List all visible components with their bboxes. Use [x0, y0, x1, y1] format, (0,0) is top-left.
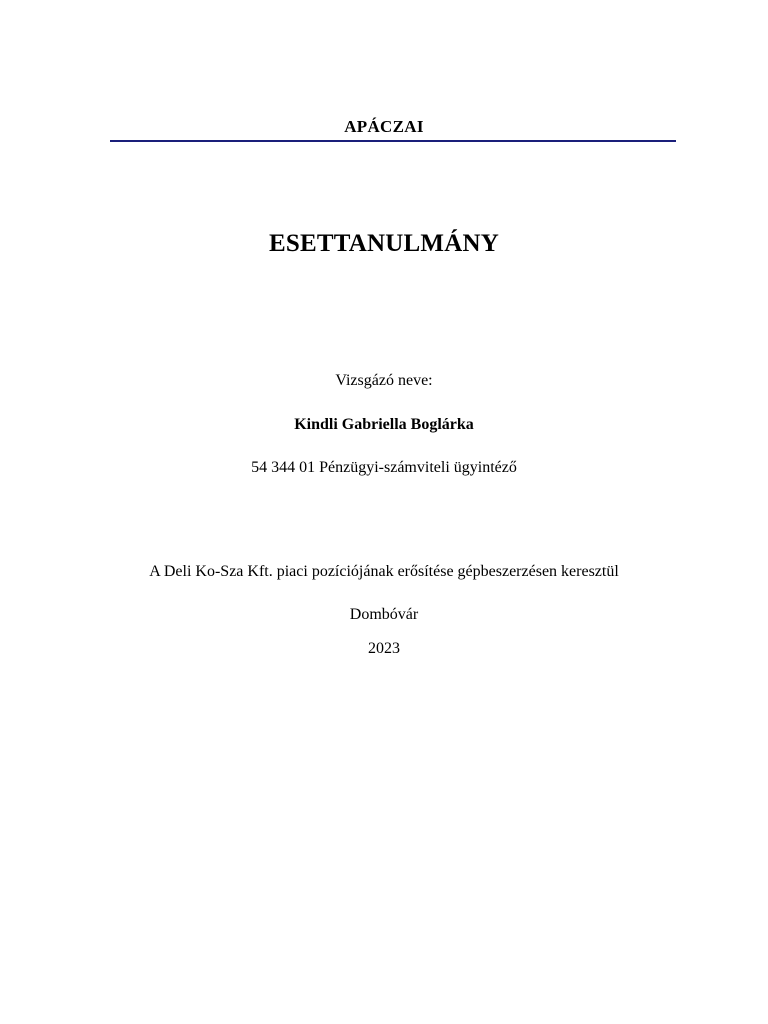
examinee-name: Kindli Gabriella Boglárka: [294, 416, 474, 433]
qualification-code: 54 344 01 Pénzügyi-számviteli ügyintéző: [251, 459, 517, 476]
document-title: ESETTANULMÁNY: [269, 230, 499, 257]
case-study-topic: A Deli Ko-Sza Kft. piaci pozíciójának erősítése gépbeszerzésen keresztül: [149, 563, 619, 580]
organization-name: APÁCZAI: [344, 117, 424, 136]
examinee-label: Vizsgázó neve:: [335, 372, 433, 389]
city: Dombóvár: [349, 606, 419, 623]
header-divider: [110, 140, 676, 142]
year: 2023: [368, 640, 400, 657]
